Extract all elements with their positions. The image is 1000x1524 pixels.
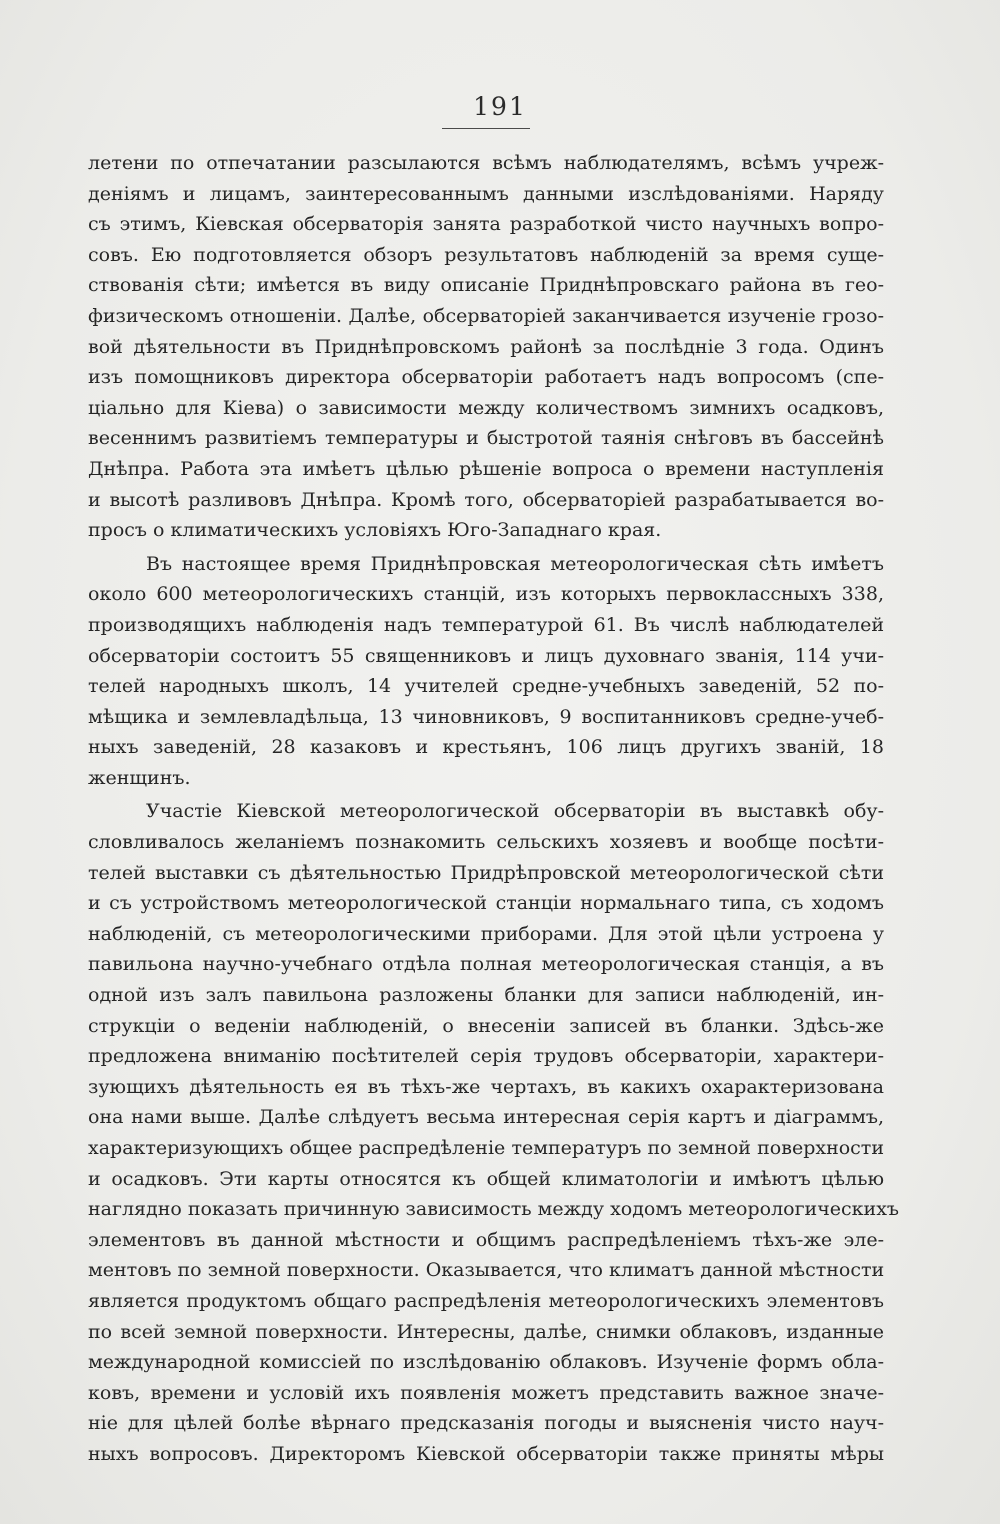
text-line: элементовъ въ данной мѣстности и общимъ распредѣленіемъ тѣхъ-же эле-: [88, 1228, 884, 1251]
text-line: словливалось желаніемъ познакомить сельскихъ хозяевъ и вообще посѣти-: [88, 831, 884, 854]
text-line: Въ настоящее время Приднѣпровская метеорологическая сѣть имѣетъ: [146, 552, 884, 575]
text-line: наблюденій, съ метеорологическими приборами. Для этой цѣли устроена у: [88, 922, 884, 945]
text-line: и съ устройствомъ метеорологической станціи нормальнаго типа, съ ходомъ: [88, 892, 884, 915]
text-line: женщинъ.: [88, 766, 191, 789]
text-line: ментовъ по земной поверхности. Оказывается, что климатъ данной мѣстности: [88, 1259, 885, 1282]
text-line: павильона научно-учебнаго отдѣла полная метеорологическая станція, а въ: [88, 953, 884, 976]
text-line: ствованія сѣти; имѣется въ виду описаніе Приднѣпровскаго района въ гео-: [88, 274, 884, 297]
text-line: совъ. Ею подготовляется обзоръ результатовъ наблюденій за время суще-: [88, 243, 884, 266]
text-line: она нами выше. Далѣе слѣдуетъ весьма интересная серія картъ и діаграммъ,: [88, 1106, 884, 1129]
text-line: весеннимъ развитіемъ температуры и быстротой таянія снѣговъ въ бассейнѣ: [88, 427, 884, 450]
text-line: характеризующихъ общее распредѣленіе температуръ по земной поверхности: [88, 1137, 884, 1159]
text-line: изъ помощниковъ директора обсерваторіи работаетъ надъ вопросомъ (спе-: [88, 366, 884, 389]
text-line: мѣщика и землевладѣльца, 13 чиновниковъ, 9 воспитанниковъ средне-учеб-: [88, 705, 884, 728]
text-line: телей выставки съ дѣятельностью Придрѣпровской метеорологической сѣти: [88, 861, 884, 884]
text-line: ціально для Кіева) о зависимости между количествомъ зимнихъ осадковъ,: [88, 396, 884, 419]
text-line: и осадковъ. Эти карты относятся къ общей климатологіи и имѣютъ цѣлью: [88, 1167, 884, 1190]
text-line: Участіе Кіевской метеорологической обсерваторіи въ выставкѣ обу-: [146, 800, 884, 823]
body-text: [88, 148, 899, 1470]
text-line: зующихъ дѣятельность ея въ тѣхъ-же чертахъ, въ какихъ охарактеризована: [88, 1075, 884, 1098]
text-line: одной изъ залъ павильона разложены бланки для записи наблюденій, ин-: [88, 984, 884, 1007]
page-number: 191: [473, 92, 527, 121]
text-line: вой дѣятельности въ Приднѣпровскомъ районѣ за послѣдніе 3 года. Одинъ: [88, 335, 884, 358]
text-line: производящихъ наблюденія надъ температурой 61. Въ числѣ наблюдателей: [88, 613, 884, 636]
text-line: ныхъ вопросовъ. Директоромъ Кіевской обсерваторіи также приняты мѣры: [88, 1442, 884, 1465]
text-line: ныхъ заведеній, 28 казаковъ и крестьянъ, 106 лицъ другихъ званій, 18: [88, 736, 884, 759]
text-line: наглядно показать причинную зависимость между ходомъ метеорологическихъ: [88, 1198, 899, 1221]
paragraph: [88, 796, 899, 1469]
text-line: предложена вниманію посѣтителей серія трудовъ обсерваторіи, характери-: [88, 1045, 884, 1068]
text-line: летени по отпечатании разсылаются всѣмъ наблюдателямъ, всѣмъ учреж-: [88, 152, 884, 174]
text-line: является продуктомъ общаго распредѣленія метеорологическихъ элементовъ: [88, 1289, 884, 1312]
text-line: Днѣпра. Работа эта имѣетъ цѣлью рѣшеніе вопроса о времени наступленія: [88, 457, 884, 480]
text-line: обсерваторіи состоитъ 55 священниковъ и лицъ духовнаго званія, 114 учи-: [88, 644, 884, 667]
paragraph: [88, 148, 884, 546]
text-line: международной комиссіей по изслѣдованію облаковъ. Изученіе формъ обла-: [88, 1351, 884, 1374]
text-line: ковъ, времени и условій ихъ появленія можетъ представить важное значе-: [88, 1381, 884, 1404]
text-line: деніямъ и лицамъ, заинтересованнымъ данными изслѣдованіями. Наряду: [88, 182, 884, 205]
text-line: просъ о климатическихъ условіяхъ Юго-Западнаго края.: [88, 519, 662, 542]
text-line: ніе для цѣлей болѣе вѣрнаго предсказанія погоды и выясненія чисто науч-: [88, 1412, 884, 1435]
text-line: и высотѣ разливовъ Днѣпра. Кромѣ того, обсерваторіей разрабатывается во-: [88, 488, 884, 511]
text-line: съ этимъ, Кіевская обсерваторія занята разработкой чисто научныхъ вопро-: [88, 213, 884, 236]
paragraph: [88, 549, 884, 794]
text-line: струкціи о веденіи наблюденій, о внесеніи записей въ бланки. Здѣсь-же: [88, 1014, 884, 1037]
text-line: физическомъ отношеніи. Далѣе, обсерваторіей заканчивается изученіе грозо-: [88, 304, 884, 327]
header-rule: [442, 128, 530, 129]
text-line: около 600 метеорологическихъ станцій, изъ которыхъ первоклассныхъ 338,: [88, 583, 884, 606]
text-line: по всей земной поверхности. Интересны, далѣе, снимки облаковъ, изданные: [88, 1320, 884, 1343]
text-line: телей народныхъ школъ, 14 учителей средне-учебныхъ заведеній, 52 по-: [88, 675, 884, 698]
